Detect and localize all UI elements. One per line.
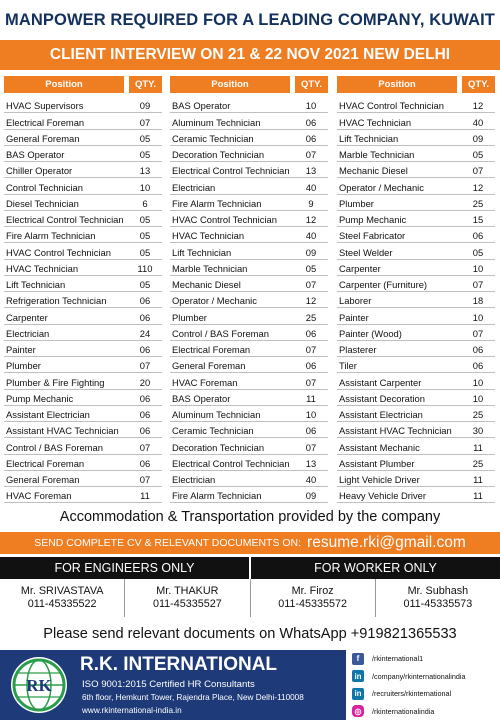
contact-card <box>0 579 125 617</box>
table-row <box>170 373 328 389</box>
table-row <box>337 97 495 113</box>
position-qty: 07 <box>472 165 484 177</box>
table-row <box>170 357 328 373</box>
position-qty: 06 <box>305 116 317 128</box>
position-qty: 40 <box>472 116 484 128</box>
table-row <box>337 243 495 259</box>
website-link[interactable]: www.rkinternational-india.in <box>82 706 182 715</box>
table-row <box>4 130 162 146</box>
position-qty: 40 <box>305 181 317 193</box>
table-row <box>4 178 162 194</box>
position-name: Chiller Operator <box>6 165 73 177</box>
position-name: Electrical Foreman <box>6 457 85 469</box>
position-name: Heavy Vehicle Driver <box>339 490 427 502</box>
position-qty: 06 <box>305 360 317 372</box>
position-name: Refrigeration Technician <box>6 295 107 307</box>
position-qty: 06 <box>139 457 151 469</box>
table-row <box>4 211 162 227</box>
position-qty: 12 <box>305 214 317 225</box>
position-name: Pump Mechanic <box>339 214 407 225</box>
cv-submission-bar <box>0 532 500 554</box>
position-qty: 05 <box>139 214 151 225</box>
position-name: HVAC Control Technician <box>6 246 111 258</box>
position-name: Electrical Control Technician <box>6 214 124 225</box>
column-header <box>170 76 328 93</box>
position-qty: 05 <box>139 132 151 144</box>
social-link-facebook[interactable] <box>352 650 500 668</box>
table-row <box>4 438 162 454</box>
facebook-icon: f <box>352 653 364 665</box>
position-name: Assistant Carpenter <box>339 376 422 388</box>
table-row <box>4 162 162 178</box>
table-row <box>170 276 328 292</box>
table-row <box>4 455 162 471</box>
position-qty: 07 <box>305 376 317 388</box>
table-row <box>337 406 495 422</box>
position-qty: 06 <box>305 327 317 339</box>
position-qty: 07 <box>472 279 484 290</box>
table-row <box>4 341 162 357</box>
position-header: Position <box>4 76 124 93</box>
position-name: BAS Operator <box>6 149 65 160</box>
table-row <box>337 227 495 243</box>
position-name: HVAC Supervisors <box>6 100 84 112</box>
position-name: General Foreman <box>172 360 246 372</box>
table-row <box>170 422 328 438</box>
social-link-linkedin-company[interactable] <box>352 668 500 686</box>
position-qty: 07 <box>139 116 151 128</box>
position-name: HVAC Technician <box>6 262 79 274</box>
table-row <box>170 406 328 422</box>
position-qty: 13 <box>305 165 317 177</box>
column-header <box>337 76 495 93</box>
position-qty: 110 <box>137 262 153 274</box>
qty-header: QTY. <box>462 76 495 93</box>
table-row <box>337 455 495 471</box>
position-qty: 07 <box>305 279 317 290</box>
position-qty: 06 <box>305 425 317 437</box>
position-name: Carpenter <box>339 262 381 274</box>
table-row <box>170 390 328 406</box>
position-name: HVAC Foreman <box>172 376 238 388</box>
table-row <box>170 113 328 129</box>
position-qty: 09 <box>139 100 151 112</box>
social-handle: /recruiters/rkinternational <box>372 689 452 699</box>
position-qty: 10 <box>472 376 484 388</box>
position-name: Fire Alarm Technician <box>172 197 262 209</box>
position-qty: 07 <box>305 441 317 453</box>
position-qty: 11 <box>140 490 150 502</box>
contact-name: Mr. SRIVASTAVA <box>20 585 104 597</box>
position-name: Fire Alarm Technician <box>172 490 262 502</box>
position-qty: 40 <box>305 474 317 485</box>
linkedin-icon: in <box>352 688 364 700</box>
contacts-row <box>0 579 500 617</box>
table-row <box>4 422 162 438</box>
position-name: Lift Technician <box>339 132 399 144</box>
position-qty: 10 <box>305 100 317 112</box>
position-qty: 9 <box>308 197 314 209</box>
position-name: Assistant Mechanic <box>339 441 420 453</box>
table-row <box>337 341 495 357</box>
table-row <box>337 471 495 487</box>
position-qty: 25 <box>305 311 317 323</box>
column-header <box>4 76 162 93</box>
table-row <box>337 487 495 503</box>
position-qty: 10 <box>472 311 484 323</box>
positions-column-2 <box>170 76 328 500</box>
table-row <box>4 113 162 129</box>
accommodation-note: Accommodation & Transportation provided by the company <box>59 509 441 525</box>
position-qty: 05 <box>139 230 151 242</box>
table-row <box>170 487 328 503</box>
table-row <box>337 325 495 341</box>
address-text: 6th floor, Hemkunt Tower, Rajendra Place, New Delhi-110008 <box>82 693 304 702</box>
certification-text: ISO 9001:2015 Certified HR Consultants <box>82 679 255 690</box>
position-name: Marble Technician <box>172 262 248 274</box>
position-qty: 25 <box>472 409 484 420</box>
table-row <box>337 130 495 146</box>
position-rows <box>4 97 162 503</box>
position-name: HVAC Foreman <box>6 490 72 502</box>
position-name: Light Vehicle Driver <box>339 474 420 485</box>
position-qty: 20 <box>139 376 151 388</box>
table-row <box>337 357 495 373</box>
position-name: Plumber <box>172 311 207 323</box>
contact-phone[interactable]: 011-45335527 <box>152 598 222 610</box>
position-qty: 09 <box>472 132 484 144</box>
position-name: Electrician <box>6 327 50 339</box>
position-name: Plumber <box>339 197 374 209</box>
position-qty: 12 <box>472 181 484 193</box>
position-name: Plumber & Fire Fighting <box>6 376 105 388</box>
position-qty: 06 <box>139 344 151 355</box>
position-qty: 12 <box>305 295 317 307</box>
position-name: Control Technician <box>6 181 83 193</box>
position-qty: 06 <box>139 311 151 323</box>
position-qty: 06 <box>472 360 484 372</box>
table-row <box>170 292 328 308</box>
position-qty: 24 <box>139 327 151 339</box>
company-logo <box>6 654 72 716</box>
position-qty: 25 <box>472 197 484 209</box>
position-name: General Foreman <box>6 132 80 144</box>
table-row <box>170 178 328 194</box>
position-qty: 05 <box>472 246 484 258</box>
table-row <box>170 455 328 471</box>
position-qty: 10 <box>472 392 484 404</box>
table-row <box>337 390 495 406</box>
position-name: Marble Technician <box>339 149 415 160</box>
position-name: Electrical Foreman <box>6 116 85 128</box>
position-name: Ceramic Technician <box>172 425 254 437</box>
position-qty: 07 <box>139 360 151 372</box>
position-name: Ceramic Technician <box>172 132 254 144</box>
social-handle: /rkinternational1 <box>372 654 424 664</box>
position-name: Electrical Control Technician <box>172 457 290 469</box>
table-row <box>4 292 162 308</box>
position-qty: 40 <box>305 230 317 242</box>
social-links <box>346 650 500 720</box>
positions-column-1 <box>4 76 162 500</box>
position-name: Carpenter <box>6 311 48 323</box>
position-name: Decoration Technician <box>172 441 265 453</box>
social-handle: /rkinternationalindia <box>372 706 435 716</box>
position-name: Steel Welder <box>339 246 393 258</box>
table-row <box>4 243 162 259</box>
table-row <box>337 422 495 438</box>
position-qty: 06 <box>139 295 151 307</box>
table-row <box>4 373 162 389</box>
qty-header: QTY. <box>295 76 328 93</box>
table-row <box>170 341 328 357</box>
position-qty: 15 <box>472 214 484 225</box>
position-name: HVAC Technician <box>172 230 245 242</box>
position-name: Lift Technician <box>6 279 66 290</box>
company-footer <box>0 650 500 720</box>
position-name: Assistant Decoration <box>339 392 425 404</box>
table-row <box>337 195 495 211</box>
table-row <box>4 471 162 487</box>
position-name: Plumber <box>6 360 41 372</box>
position-name: Carpenter (Furniture) <box>339 279 428 290</box>
position-qty: 11 <box>306 392 316 404</box>
position-qty: 10 <box>472 262 484 274</box>
contact-name: Mr. Firoz <box>291 585 334 597</box>
position-qty: 11 <box>473 490 483 502</box>
position-qty: 13 <box>139 165 151 177</box>
position-qty: 12 <box>472 100 484 112</box>
position-name: Operator / Mechanic <box>172 295 257 307</box>
table-row <box>170 471 328 487</box>
table-row <box>337 292 495 308</box>
table-row <box>4 308 162 324</box>
table-row <box>337 162 495 178</box>
position-name: Painter (Wood) <box>339 327 402 339</box>
table-row <box>337 146 495 162</box>
table-row <box>170 146 328 162</box>
position-name: Tiler <box>339 360 357 372</box>
workers-category: FOR WORKER ONLY <box>314 561 437 575</box>
table-row <box>337 211 495 227</box>
table-row <box>4 357 162 373</box>
position-name: Operator / Mechanic <box>339 181 424 193</box>
position-name: Electrical Control Technician <box>172 165 290 177</box>
position-name: Lift Technician <box>172 246 232 258</box>
instagram-icon: ◎ <box>352 705 364 717</box>
position-qty: 18 <box>472 295 484 307</box>
positions-table <box>0 76 500 500</box>
position-name: Control / BAS Foreman <box>172 327 269 339</box>
linkedin-icon: in <box>352 670 364 682</box>
position-name: Electrician <box>172 181 216 193</box>
position-name: General Foreman <box>6 474 80 485</box>
position-name: Aluminum Technician <box>172 116 261 128</box>
table-row <box>170 211 328 227</box>
table-row <box>4 227 162 243</box>
position-qty: 05 <box>139 149 151 160</box>
table-row <box>4 195 162 211</box>
position-name: BAS Operator <box>172 392 231 404</box>
table-row <box>337 373 495 389</box>
position-qty: 06 <box>472 230 484 242</box>
position-qty: 10 <box>139 181 151 193</box>
table-row <box>170 325 328 341</box>
position-qty: 06 <box>139 392 151 404</box>
position-name: HVAC Technician <box>339 116 412 128</box>
social-link-linkedin-recruiters[interactable] <box>352 685 500 703</box>
position-qty: 05 <box>305 262 317 274</box>
table-row <box>4 276 162 292</box>
table-row <box>4 325 162 341</box>
table-row <box>4 487 162 503</box>
table-row <box>4 97 162 113</box>
position-qty: 05 <box>139 246 151 258</box>
position-qty: 10 <box>305 409 317 420</box>
contact-phone[interactable]: 011-45335522 <box>27 598 97 610</box>
cv-instruction: SEND COMPLETE CV & RELEVANT DOCUMENTS ON: <box>34 537 302 549</box>
position-qty: 06 <box>139 425 151 437</box>
position-qty: 09 <box>305 246 317 258</box>
contact-phone[interactable]: 011-45335572 <box>278 598 348 610</box>
position-name: Diesel Technician <box>6 197 79 209</box>
position-rows <box>170 97 328 503</box>
contact-name: Mr. Subhash <box>407 585 469 597</box>
email-link[interactable]: resume.rki@gmail.com <box>307 534 466 551</box>
social-handle: /company/rkinternationalindia <box>372 671 466 681</box>
position-qty: 05 <box>472 149 484 160</box>
position-name: Steel Fabricator <box>339 230 406 242</box>
position-name: Mechanic Diesel <box>172 279 241 290</box>
category-bar <box>0 557 500 579</box>
position-name: Assistant HVAC Technician <box>6 425 119 437</box>
engineers-category: FOR ENGINEERS ONLY <box>54 561 195 575</box>
qty-header: QTY. <box>129 76 162 93</box>
position-name: Pump Mechanic <box>6 392 74 404</box>
table-row <box>170 308 328 324</box>
position-name: Mechanic Diesel <box>339 165 408 177</box>
table-row <box>170 438 328 454</box>
table-row <box>170 162 328 178</box>
contact-card <box>251 579 376 617</box>
position-name: Assistant HVAC Technician <box>339 425 452 437</box>
position-qty: 09 <box>305 490 317 502</box>
position-name: HVAC Control Technician <box>339 100 444 112</box>
contact-card <box>125 579 250 617</box>
position-qty: 06 <box>472 344 484 355</box>
social-link-instagram[interactable] <box>352 703 500 720</box>
position-qty: 6 <box>142 197 148 209</box>
position-name: Fire Alarm Technician <box>6 230 96 242</box>
table-row <box>4 390 162 406</box>
table-row <box>337 113 495 129</box>
position-header: Position <box>337 76 457 93</box>
table-row <box>170 195 328 211</box>
logo-text: RK <box>26 676 52 695</box>
position-qty: 06 <box>139 409 151 420</box>
position-name: Electrician <box>172 474 216 485</box>
contact-phone[interactable]: 011-45335573 <box>403 598 473 610</box>
position-qty: 06 <box>305 132 317 144</box>
position-name: BAS Operator <box>172 100 231 112</box>
table-row <box>337 178 495 194</box>
position-qty: 30 <box>472 425 484 437</box>
table-row <box>170 97 328 113</box>
interview-banner: CLIENT INTERVIEW ON 21 & 22 NOV 2021 NEW DELHI <box>0 40 500 70</box>
position-name: Laborer <box>339 295 372 307</box>
position-qty: 07 <box>305 149 317 160</box>
position-qty: 07 <box>305 344 317 355</box>
position-name: HVAC Control Technician <box>172 214 277 225</box>
table-row <box>170 130 328 146</box>
table-row <box>170 243 328 259</box>
table-row <box>170 227 328 243</box>
position-name: Assistant Electrician <box>6 409 90 420</box>
table-row <box>337 308 495 324</box>
table-row <box>4 146 162 162</box>
position-qty: 11 <box>473 441 483 453</box>
position-qty: 25 <box>472 457 484 469</box>
position-qty: 13 <box>305 457 317 469</box>
table-row <box>4 260 162 276</box>
page-title: MANPOWER REQUIRED FOR A LEADING COMPANY, KUWAIT <box>5 10 495 29</box>
position-name: Plasterer <box>339 344 377 355</box>
position-name: Assistant Electrician <box>339 409 423 420</box>
position-qty: 11 <box>473 474 483 485</box>
position-rows <box>337 97 495 503</box>
contact-name: Mr. THAKUR <box>156 585 219 597</box>
table-row <box>4 406 162 422</box>
position-header: Position <box>170 76 290 93</box>
position-name: Painter <box>6 344 36 355</box>
position-name: Aluminum Technician <box>172 409 261 420</box>
position-qty: 05 <box>139 279 151 290</box>
company-name: R.K. INTERNATIONAL <box>80 654 278 675</box>
position-name: Assistant Plumber <box>339 457 415 469</box>
table-row <box>337 260 495 276</box>
position-name: Painter <box>339 311 369 323</box>
position-name: Electrical Foreman <box>172 344 251 355</box>
table-row <box>170 260 328 276</box>
position-qty: 07 <box>139 474 151 485</box>
whatsapp-note: Please send relevant documents on WhatsApp +919821365533 <box>43 626 457 642</box>
position-name: Decoration Technician <box>172 149 265 160</box>
position-name: Control / BAS Foreman <box>6 441 103 453</box>
contact-card <box>376 579 500 617</box>
table-row <box>337 276 495 292</box>
position-qty: 07 <box>472 327 484 339</box>
positions-column-3 <box>337 76 495 500</box>
position-qty: 07 <box>139 441 151 453</box>
table-row <box>337 438 495 454</box>
